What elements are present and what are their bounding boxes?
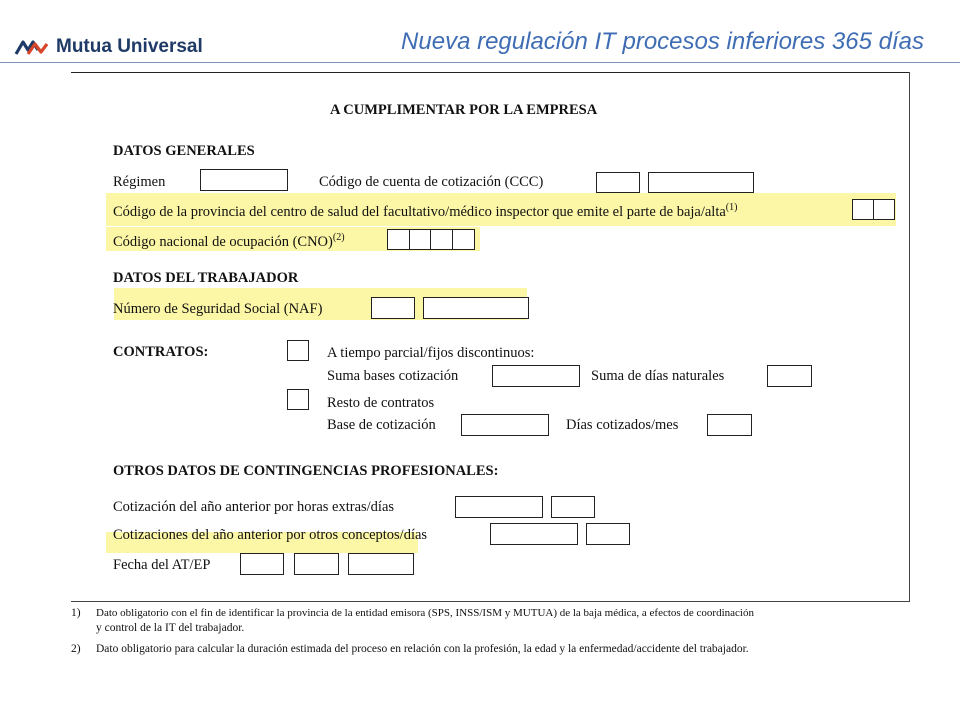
form-title: A CUMPLIMENTAR POR LA EMPRESA xyxy=(330,102,598,118)
cno-code-cell[interactable] xyxy=(409,229,432,250)
provincia-label-text: Código de la provincia del centro de salud del facultativo/médico inspector que emite el parte de baja/alta xyxy=(113,204,726,220)
ccc-field-2[interactable] xyxy=(648,172,754,193)
provincia-code-cell[interactable] xyxy=(852,199,874,220)
naf-label: Número de Seguridad Social (NAF) xyxy=(113,301,323,317)
parcial-checkbox[interactable] xyxy=(287,340,309,361)
provincia-code-cell[interactable] xyxy=(873,199,895,220)
datos-trabajador-heading: DATOS DEL TRABAJADOR xyxy=(113,270,299,286)
fecha-day-field[interactable] xyxy=(240,553,284,575)
regimen-field[interactable] xyxy=(200,169,288,191)
slide-title: Nueva regulación IT procesos inferiores 365 días xyxy=(401,28,924,55)
cno-note-ref: (2) xyxy=(332,232,345,244)
form-border-bottom xyxy=(71,601,910,602)
regimen-label: Régimen xyxy=(113,174,166,190)
fecha-label: Fecha del AT/EP xyxy=(113,557,211,573)
fecha-month-field[interactable] xyxy=(294,553,339,575)
suma-bases-label: Suma bases cotización xyxy=(327,368,459,384)
form-border-top xyxy=(71,72,910,73)
suma-bases-field[interactable] xyxy=(492,365,580,387)
brand-logo xyxy=(14,36,203,58)
cno-label xyxy=(113,233,345,251)
horas-extras-field-2[interactable] xyxy=(551,496,595,518)
ccc-field-1[interactable] xyxy=(596,172,640,193)
contratos-heading: CONTRATOS: xyxy=(113,344,209,360)
footnote-1-line2: y control de la IT del trabajador. xyxy=(96,622,245,634)
datos-generales-heading: DATOS GENERALES xyxy=(113,143,255,159)
header-divider xyxy=(0,62,960,63)
otros-heading: OTROS DATOS DE CONTINGENCIAS PROFESIONALES: xyxy=(113,463,499,479)
naf-field-2[interactable] xyxy=(423,297,529,319)
mutua-universal-logo-icon xyxy=(14,36,50,58)
ccc-label: Código de cuenta de cotización (CCC) xyxy=(319,174,544,190)
cno-code-field[interactable] xyxy=(387,229,475,250)
otros-conceptos-field-2[interactable] xyxy=(586,523,630,545)
footnote-1-number: 1) xyxy=(71,607,81,619)
suma-dias-label: Suma de días naturales xyxy=(591,368,725,384)
horas-extras-label: Cotización del año anterior por horas extras/días xyxy=(113,499,395,515)
provincia-note-ref: (1) xyxy=(725,202,738,214)
provincia-code-field[interactable] xyxy=(852,199,895,220)
suma-dias-field[interactable] xyxy=(767,365,812,387)
base-cotizacion-label: Base de cotización xyxy=(327,417,436,433)
parcial-label: A tiempo parcial/fijos discontinuos: xyxy=(327,345,535,361)
footnote-2-line1: Dato obligatorio para calcular la duración estimada del proceso en relación con la profesión, la edad y la enfermedad/accidente del trabajador. xyxy=(96,643,749,655)
resto-label: Resto de contratos xyxy=(327,395,435,411)
otros-conceptos-label: Cotizaciones del año anterior por otros conceptos/días xyxy=(113,527,428,543)
cno-label-text: Código nacional de ocupación (CNO) xyxy=(113,234,333,250)
naf-field-1[interactable] xyxy=(371,297,415,319)
cno-code-cell[interactable] xyxy=(452,229,475,250)
horas-extras-field-1[interactable] xyxy=(455,496,543,518)
fecha-year-field[interactable] xyxy=(348,553,414,575)
cno-code-cell[interactable] xyxy=(430,229,453,250)
provincia-label xyxy=(113,203,737,221)
resto-checkbox[interactable] xyxy=(287,389,309,410)
footnote-1-line1: Dato obligatorio con el fin de identificar la provincia de la entidad emisora (SPS, INSS/ISM y MUTUA) de la baja médica, a efectos de coordinación xyxy=(96,607,754,619)
dias-cotizados-field[interactable] xyxy=(707,414,752,436)
footnote-2-number: 2) xyxy=(71,643,81,655)
otros-conceptos-field-1[interactable] xyxy=(490,523,578,545)
form-border-right xyxy=(909,72,910,602)
dias-cotizados-label: Días cotizados/mes xyxy=(566,417,679,433)
base-cotizacion-field[interactable] xyxy=(461,414,549,436)
brand-name: Mutua Universal xyxy=(56,36,203,57)
cno-code-cell[interactable] xyxy=(387,229,410,250)
